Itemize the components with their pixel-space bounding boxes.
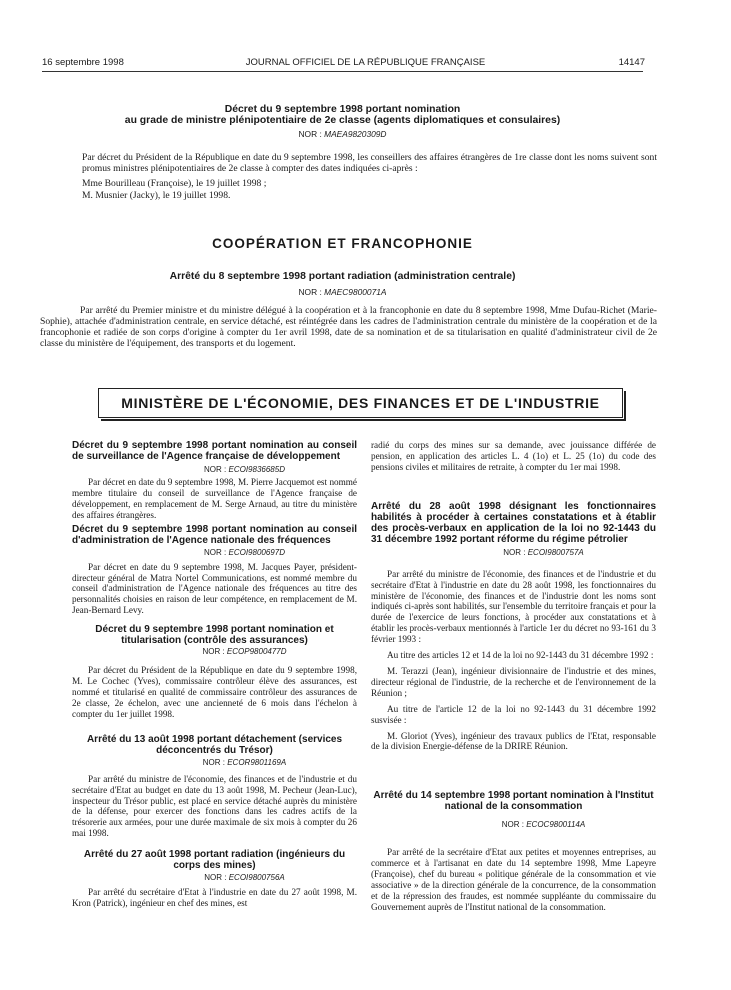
article-a-body: Par décret en date du 9 septembre 1998, M. Pierre Jacquemot est nommé membre titulaire du conseil de surveillance de l'Agence française de développement, en remplacement de M. Serge Arnaud, au titre du ministère des affaires étrangères. [72,477,357,520]
article-f-p3: M. Terazzi (Jean), ingénieur divisionnaire de l'industrie et des mines, directeur régional de l'industrie, de la recherche et de l'environnement de la Réunion ; [371,665,656,698]
article-f-p4: Au titre de l'article 12 de la loi no 92-1443 du 31 décembre 1992 susvisée : [371,703,656,725]
arrete1-title: Arrêté du 8 septembre 1998 portant radiation (administration centrale) [169,271,516,282]
article-g-nor: NOR : ECOC9800114A [501,820,586,830]
article-a-title: Décret du 9 septembre 1998 portant nomination au conseil de surveillance de l'Agence française de développement [72,440,357,462]
article-g-title: Arrêté du 14 septembre 1998 portant nomination à l'Institut national de la consommation [373,790,654,813]
nor-code: ECOR9801169A [227,757,287,767]
left-column [72,440,357,909]
nor-code: ECOI9836685D [228,465,285,474]
nor-label: NOR : [298,129,322,139]
ministry-banner-title: MINISTÈRE DE L'ÉCONOMIE, DES FINANCES ET DE L'INDUSTRIE [121,395,600,411]
article-b-nor: NOR : ECOI9800697D [204,547,285,557]
article-b-title: Décret du 9 septembre 1998 portant nomination au conseil d'administration de l'Agence nationale des fréquences [72,523,357,546]
article-b-body: Par décret en date du 9 septembre 1998, M. Jacques Payer, président-directeur général de Matra Nortel Communications, est nommé membre du conseil d'administration de l'Agence nationale des fréquences au titre des personnalités choisies en raison de leur compétence, en remplacement de M. Jean-Bernard Levy. [72,561,357,616]
article-f-title: Arrêté du 28 août 1998 désignant les fonctionnaires habilités à procéder à certaines constatations et à établir des procès-verbaux en application de la loi no 92-1443 du 31 décembre 1992 portant réforme du régime pétrolier [371,500,656,545]
article-d-title: Arrêté du 13 août 1998 portant détachement (services déconcentrés du Trésor) [86,733,343,756]
nor-code: ECOC9800114A [526,820,586,830]
header-rule [42,71,643,72]
article-e-body: Par arrêté du secrétaire d'Etat à l'industrie en date du 27 août 1998, M. Kron (Patrick), ingénieur en chef des mines, est [72,887,357,909]
article-f-p2: Au titre des articles 12 et 14 de la loi no 92-1443 du 31 décembre 1992 : [387,650,654,661]
decret1-title-line2: au grade de ministre plénipotentiaire de 2e classe (agents diplomatiques et consulaires) [124,115,561,126]
header-page-number: 14147 [618,57,645,68]
nor-code: MAEA9820309D [324,129,387,139]
header-date: 16 septembre 1998 [42,57,124,68]
decret1-title-line1: Décret du 9 septembre 1998 portant nomination [224,104,461,115]
article-e-nor: NOR : ECOI9800756A [204,873,285,883]
arrete1-body: Par arrêté du Premier ministre et du ministre délégué à la coopération et à la francophonie en date du 8 septembre 1998, Mme Dufau-Richet (Marie-Sophie), attachée d'administration centrale, en service détaché, est réintégrée dans les cadres de l'administration centrale du ministère de la coopération et de la francophonie et radiée de son corps d'origine à compter du 1er avril 1998, date de sa nomination et de sa titularisation en qualité d'administrateur civil de 2e classe du ministère de l'équipement, des transports et du logement. [40,305,657,349]
article-e-title: Arrêté du 27 août 1998 portant radiation (ingénieurs du corps des mines) [83,849,346,872]
header-journal-title: JOURNAL OFFICIEL DE LA RÉPUBLIQUE FRANÇAISE [245,57,486,68]
right-column [371,440,656,913]
article-d-nor: NOR : ECOR9801169A [202,757,287,767]
article-f-nor: NOR : ECOI9800757A [503,547,584,557]
decret1-item2: M. Musnier (Jacky), le 19 juillet 1998. [82,190,231,201]
nor-code: ECOI9800757A [527,547,584,557]
nor-code: MAEC9800071A [324,287,387,297]
article-c-title: Décret du 9 septembre 1998 portant nomination et titularisation (contrôle des assurances) [95,624,334,647]
article-d-body: Par arrêté du ministre de l'économie, des finances et de l'industrie et du secrétaire d'Etat au budget en date du 13 août 1998, M. Pecheur (Jean-Luc), inspecteur du Trésor public, est placé en service détaché auprès du ministère de la défense, pour exercer des fonctions dans les cadres actifs de la trésorerie aux armées, pour une durée maximale de six mois à compter du 26 mai 1998. [72,773,357,839]
ministry-banner [98,388,623,418]
article-c-body: Par décret du Président de la République en date du 9 septembre 1998, M. Le Cochec (Yves), commissaire contrôleur élève des assurances, est nommé et titularisé en qualité de commissaire contrôleur des assurances de 2e classe, 2e échelon, avec une ancienneté de 6 mois dans l'échelon à compter du 1er juillet 1998. [72,665,357,719]
article-f-body: Par arrêté du ministre de l'économie, des finances et de l'industrie et du secrétaire d'Etat à l'industrie en date du 28 août 1998, les fonctionnaires du ministère de l'économie, des finances et de l'industrie dont les noms sont indiqués ci-après sont habilités, sur l'ensemble du territoire français et pour la durée de l'exercice de leurs fonctions, à procéder aux constatations et à établir les procès-verbaux mentionnés à l'article 1er du décret no 93-161 du 3 février 1993 : [371,568,656,645]
decret1-body: Par décret du Président de la République en date du 9 septembre 1998, les conseillers des affaires étrangères de 1re classe dont les noms suivent sont promus ministres plénipotentiaires de 2e classe à compter des dates indiquées ci-après : [82,152,657,174]
decret1-nor [40,129,645,139]
article-c-nor: NOR : ECOP9800477D [202,647,287,657]
article-f-p5: M. Gloriot (Yves), ingénieur des travaux publics de l'Etat, responsable de la division Energie-défense de la DRIRE Réunion. [371,730,656,752]
article-a-nor: NOR : ECOI9836685D [204,465,285,474]
decret1-item1: Mme Bourilleau (Françoise), le 19 juillet 1998 ; [82,178,267,189]
article-e-continued: radié du corps des mines sur sa demande, avec jouissance différée de pension, en application des articles L. 4 (1o) et L. 25 (1o) du code des pensions civiles et militaires de retraite, à compter du 1er mai 1998. [371,440,656,472]
nor-code: ECOI9800697D [228,547,285,557]
nor-code: ECOI9800756A [228,873,285,883]
article-g-body: Par arrêté de la secrétaire d'Etat aux petites et moyennes entreprises, au commerce et à l'artisanat en date du 14 septembre 1998, Mme Lapeyre (Françoise), chef du bureau « politique générale de la consommation et vie associative » de la direction générale de la concurrence, de la consommation et de la répression des fraudes, est nommée suppléante du commissaire du Gouvernement auprès de l'Institut national de la consommation. [371,847,656,912]
section-title: COOPÉRATION ET FRANCOPHONIE [212,236,473,251]
nor-label: NOR : [298,287,322,297]
nor-code: ECOP9800477D [226,647,287,657]
arrete1-nor [40,287,645,297]
